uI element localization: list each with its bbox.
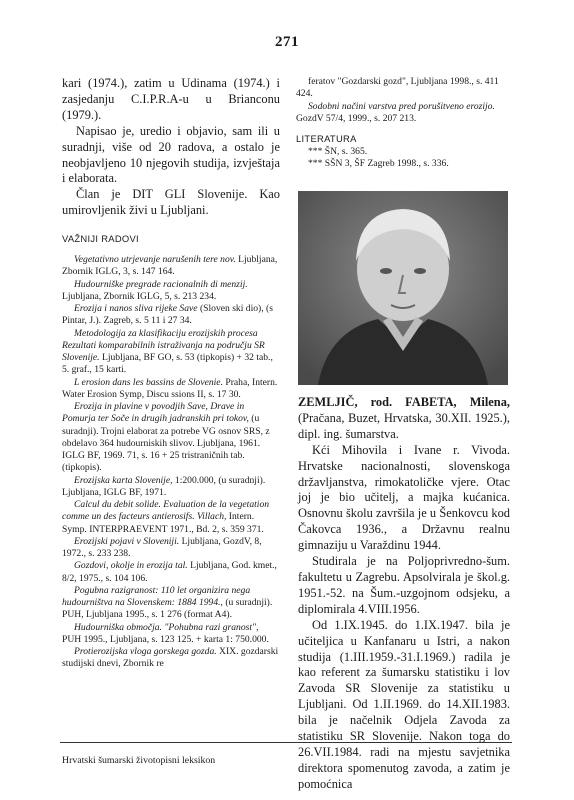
entry-header	[298, 395, 510, 443]
work-title: Pogubna razigranost: 110 let organizira nega hudourništva na Slovenskem: 1884 1994.,	[62, 584, 251, 609]
left-bio	[62, 76, 280, 219]
work-details: GozdV 57/4, 1999., s. 207 213.	[296, 112, 417, 124]
work-title: Metodologija za klasifikaciju erozijskih procesa Rezultati komparabilnih istraživanja na području SR Slovenije.	[62, 327, 265, 364]
work-details: Ljubljana, Zbornik IGLG, 3, s. 147 164.	[62, 254, 278, 278]
portrait-photo	[298, 191, 508, 385]
work-item	[62, 560, 280, 585]
bio-paragraph: Kći Mihovila i Ivane r. Vivoda. Hrvatske nacionalnosti, slovenskoga državljanstva, rimokatoličke vjere. Otac joj je bio učitelj, a majka kućanica. Osnovnu školu završila je u Šenkovcu kod Čakovca 1936., a Državnu realnu gimnaziju u Varaždinu 1944.	[298, 442, 510, 553]
work-item	[296, 76, 512, 101]
work-title: Hudourniške pregrade racionalnih di menzij.	[74, 278, 248, 290]
work-details: Intern. Symp. INTERPRAEVENT 1971., Bd. 2, s. 359 371.	[62, 511, 264, 535]
work-item	[62, 475, 280, 500]
work-title: Hudourniška območja. "Pohubna razi granost",	[74, 621, 259, 633]
work-title: Erozijska karta Slovenije,	[74, 474, 173, 486]
bio-paragraph: Napisao je, uredio i objavio, sam ili u suradnji, više od 20 radova, a ostalo je neobjavljeno 10 njegovih studija, izvještaja i elaborata.	[62, 123, 280, 186]
work-title: L erosion dans les bassins de Slovenie.	[74, 376, 223, 388]
work-details: (Sloven ski dio), (s Pintar, J.). Zagreb, s. 5 11 i 27 34.	[62, 303, 273, 327]
work-item	[62, 279, 280, 304]
literature-item: *** SŠN 3, ŠF Zagreb 1998., s. 336.	[308, 158, 449, 170]
work-details: 1:200.000, (u suradnji). Ljubljana, IGLG BF, 1971.	[62, 474, 266, 498]
work-item	[62, 254, 280, 279]
work-title: Calcul du debit solide. Evaluation de la vegetation comme un des facteurs antierosifs. Villach,	[62, 499, 270, 523]
works-list-continued	[296, 76, 512, 125]
footer-rule	[60, 742, 512, 743]
bio-paragraph: Studirala je na Poljoprivredno-šum. fakultetu u Zagrebu. Apsolvirala je škol.g. 1951.-52. na Šum.-uzgojnom odsjeku, a diplomirala 4.VIII.1956.	[298, 554, 510, 616]
work-title: Sodobni načini varstva pred porušitveno erozijo.	[308, 100, 495, 112]
work-details: XIX. gozdarski studijski dnevi, Zbornik re	[62, 646, 279, 670]
work-details: Ljubljana, GozdV, 8, 1972., s. 233 238.	[62, 535, 262, 560]
literature-list	[296, 146, 512, 171]
work-item	[62, 585, 280, 622]
work-title: Protierozijska vloga gorskega gozda.	[74, 646, 217, 658]
work-details: feratov "Gozdarski gozd", Ljubljana 1998., s. 411 424.	[296, 76, 499, 100]
work-item	[62, 622, 280, 647]
entry-name: ZEMLJIČ, rod. FABETA, Milena,	[298, 395, 510, 409]
work-item	[62, 303, 280, 328]
bio-paragraph: Član je DIT GLI Slovenije. Kao umirovljenik živi u Ljubljani.	[62, 187, 280, 218]
work-details: (u suradnji). Trojni elaborat za potrebe VG osnov SRS, z obdelavo 364 hudourniskih slivov. Ljubljana, 1961. IGLG BF, 1969. 71, s. 16 + 25 tristraničnih tab. (tipkopis).	[62, 413, 270, 474]
left-column	[62, 76, 280, 671]
bio-paragraph: Od 1.IX.1945. do 1.IX.1947. bila je učiteljica u Kanfanaru u Istri, a nakon studija (1.III.1959.-31.I.1969.) radila je kao referent za šumarsku statistiku i lov Zavoda SR Slovenije za statistiku u Ljubljani. Od 1.II.1969. do 14.XII.1983. bila je načelnik Odjela Zavoda za statistiku SR Slovenije. Nakon toga do 26.VII.1984. radi na mjestu savjetnika direktora spomenutog zavoda, a zatim je pomoćnica	[298, 617, 510, 791]
work-details: Praha, Intern. Water Erosion Symp, Discu ssions II, s. 17 30.	[62, 376, 278, 400]
work-item	[62, 499, 280, 536]
work-details: Ljubljana, BF GO, s. 53 (tipkopis) + 32 tab., 5. graf., 15 karti.	[62, 352, 273, 376]
work-item	[62, 377, 280, 402]
work-title: Vegetativno utrjevanje narušenih tere nov.	[74, 254, 236, 266]
right-column	[296, 76, 512, 171]
entry	[298, 395, 510, 793]
portrait-image	[298, 191, 508, 385]
work-item	[62, 646, 280, 671]
work-title: Gozdovi, okolje in erozija tal.	[74, 560, 188, 572]
literature-item: *** ŠN, s. 365.	[308, 146, 368, 157]
work-item	[62, 328, 280, 377]
works-list	[62, 254, 280, 671]
entry-intro: (Pračana, Buzet, Hrvatska, 30.XII. 1925.), dipl. ing. šumarstva.	[298, 410, 510, 441]
work-details: PUH 1995., Ljubljana, s. 123 125. + karta 1: 750.000.	[62, 633, 269, 645]
work-title: Erozija i nanos sliva rijeke Save	[74, 303, 198, 315]
work-title: Erozija in plavine v povodjih Save, Drave in Pomurja ter Soče in drugih jadranskih pri tokov,	[62, 401, 249, 425]
work-details: (u suradnji). PUH, Ljubljana 1995., s. 1 276 (format A4).	[62, 597, 273, 621]
bio-paragraph: kari (1974.), zatim u Udinama (1974.) i zasjedanju C.I.P.R.A-u u Brianconu (1979.).	[62, 76, 280, 122]
works-heading: VAŽNIJI RADOVI	[62, 233, 139, 245]
work-item	[296, 101, 512, 126]
page-number: 271	[275, 34, 299, 50]
work-item	[62, 536, 280, 561]
work-details: Ljubljana, Zbornik IGLG, 5, s. 213 234.	[62, 290, 217, 302]
work-details: Ljubljana, God. kmet., 8/2, 1975., s. 104 106.	[62, 560, 277, 584]
work-item	[62, 401, 280, 475]
literature-heading: LITERATURA	[296, 133, 357, 144]
work-title: Erozijski pojavi v Sloveniji.	[74, 535, 180, 547]
footer-text: Hrvatski šumarski životopisni leksikon	[62, 755, 216, 766]
